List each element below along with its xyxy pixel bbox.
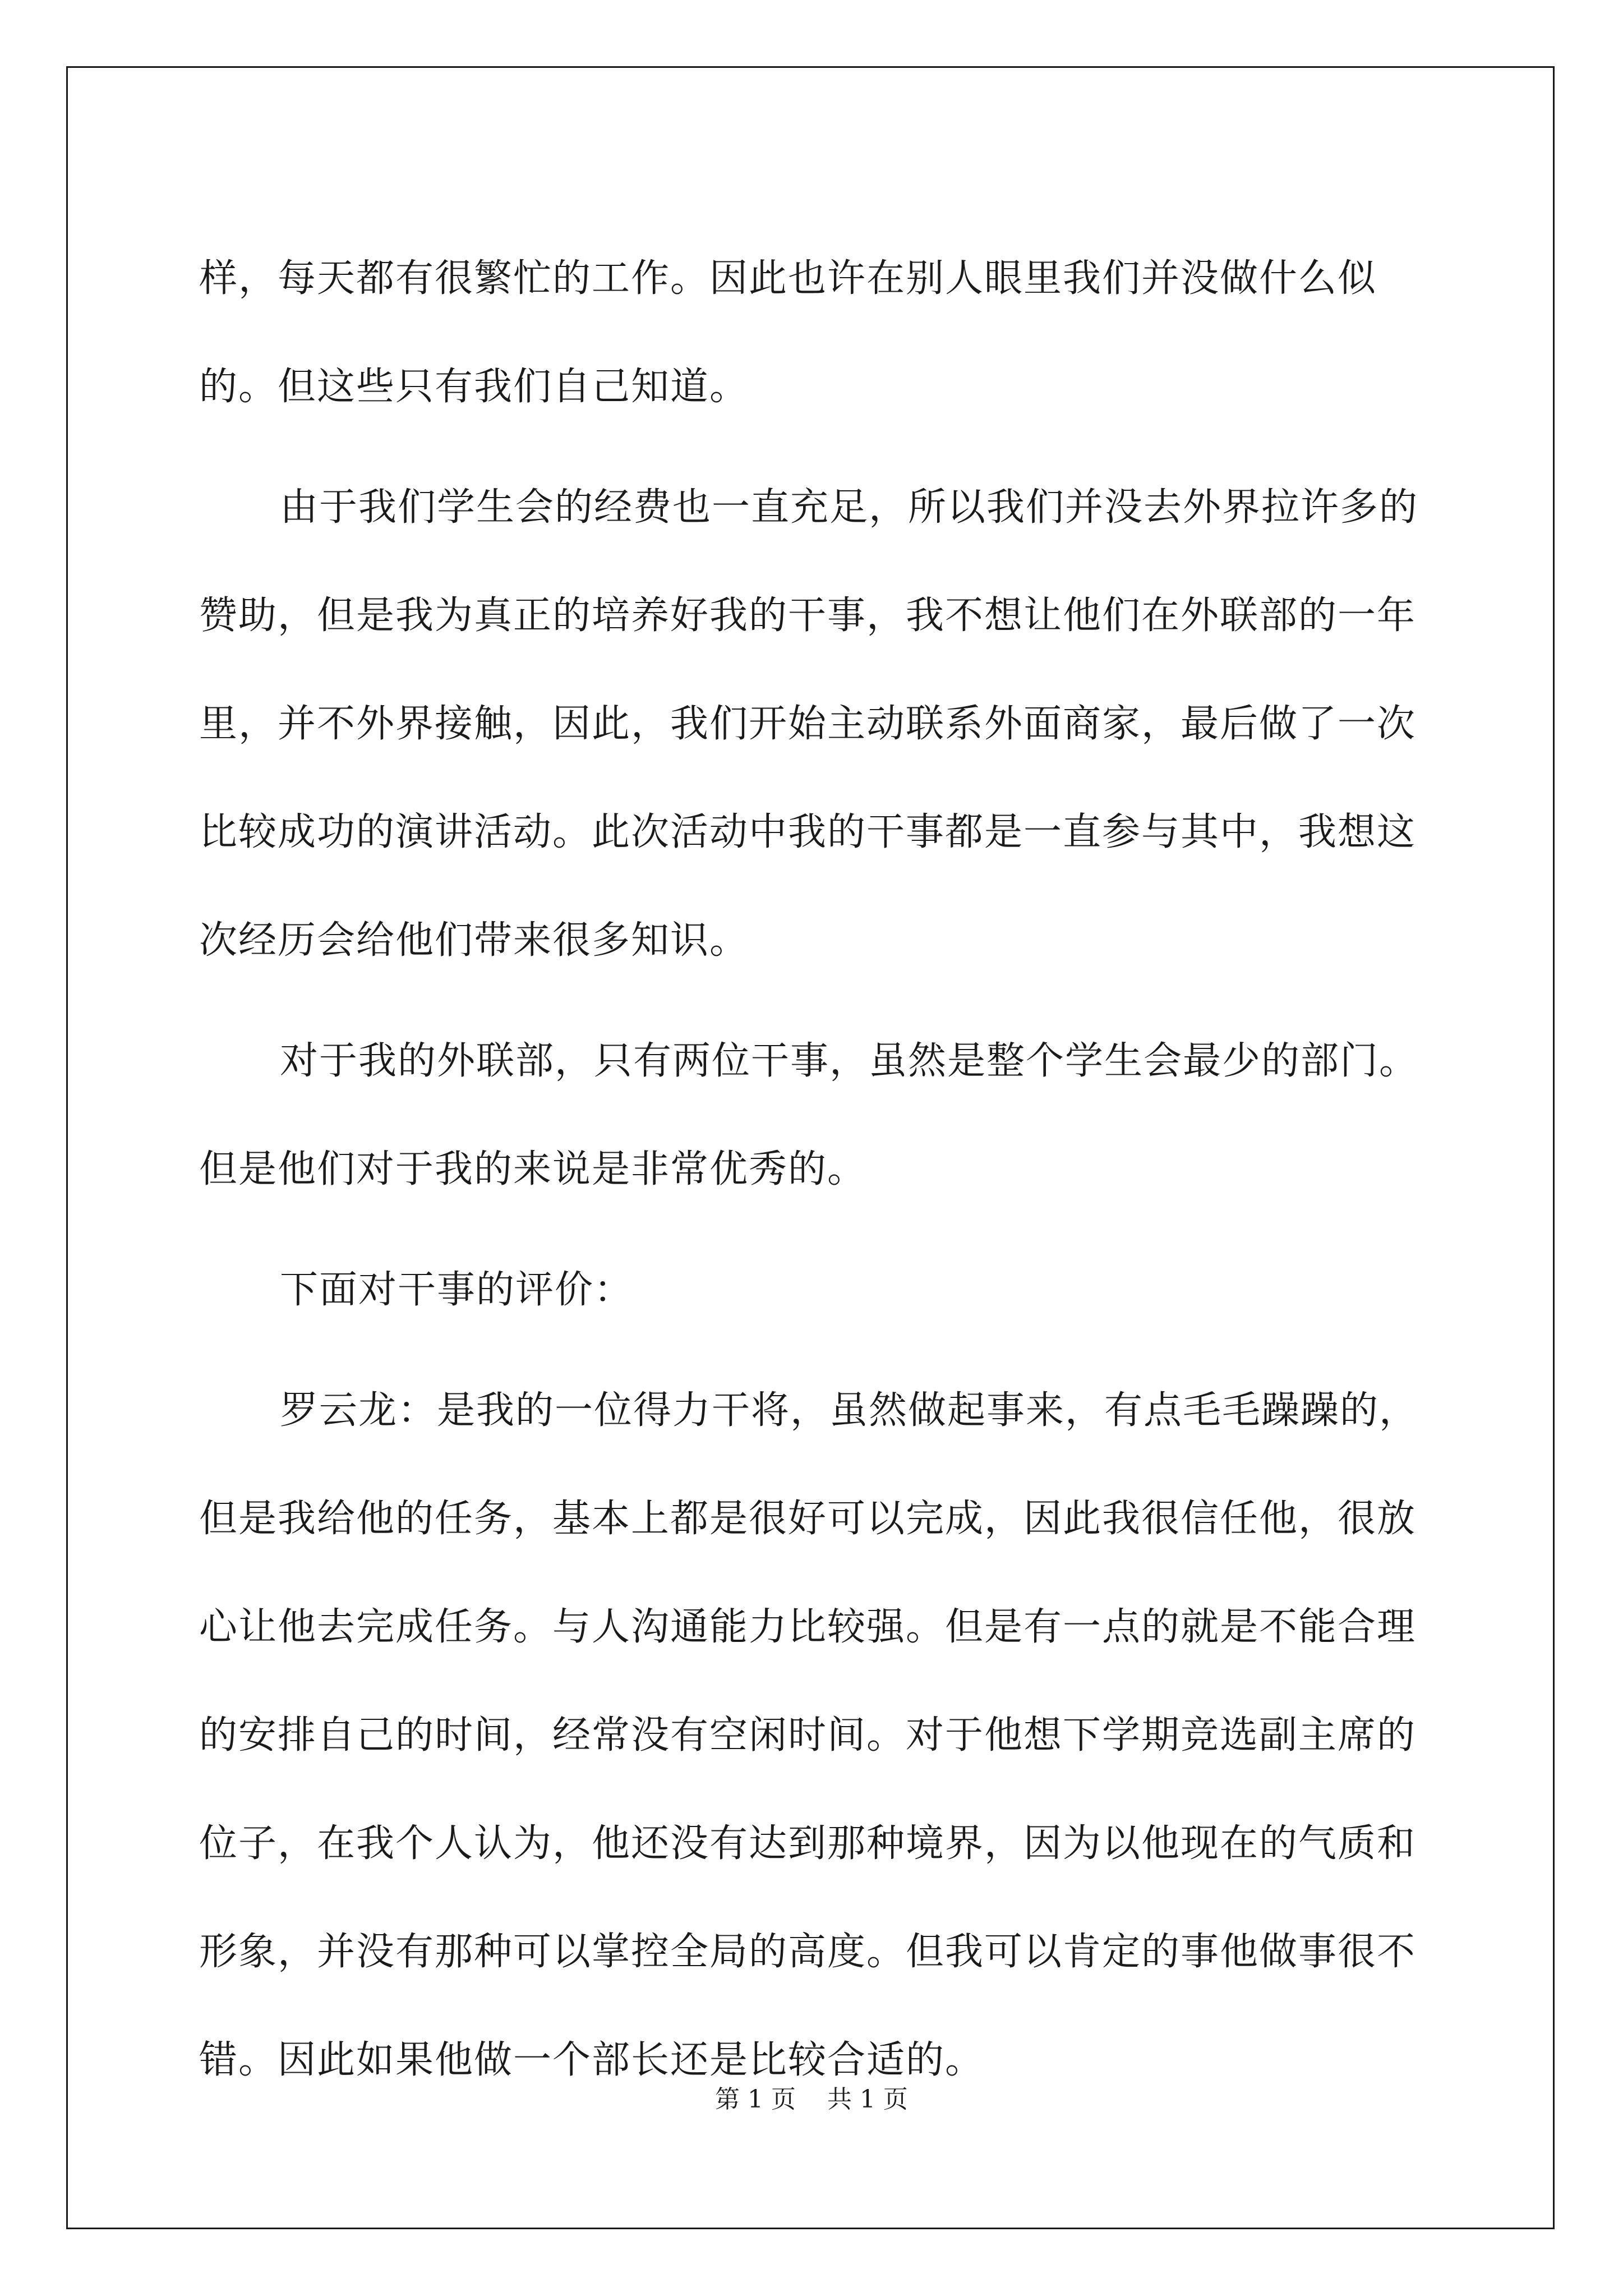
paragraph-5: 罗云龙：是我的一位得力干将，虽然做起事来，有点毛毛躁躁的，但是我给他的任务，基本上都是很好可以完成，因此我很信任他，很放心让他去完成任务。与人沟通能力比较强。但是有一点的就是不能合理的安排自己的时间，经常没有空闲时间。对于他想下学期竞选副主席的位子，在我个人认为，他还没有达到那种境界，因为以他现在的气质和形象，并没有那种可以掌控全局的高度。但我可以肯定的事他做事很不错。因此如果他做一个部长还是比较合适的。 [199,1388,1419,2082]
document-body [199,224,1427,2127]
paragraph-3: 对于我的外联部，只有两位干事，虽然是整个学生会最少的部门。但是他们对于我的来说是非常优秀的。 [199,1039,1419,1191]
page-number-footer: 第 1 页 共 1 页 [715,2085,908,2114]
paragraph-1: 样，每天都有很繁忙的工作。因此也许在别人眼里我们并没做什么似的。但这些只有我们自己知道。 [199,256,1377,409]
paragraph-4: 下面对干事的评价： [280,1268,634,1312]
paragraph-2: 由于我们学生会的经费也一直充足，所以我们并没去外界拉许多的赞助，但是我为真正的培养好我的干事，我不想让他们在外联部的一年里，并不外界接触，因此，我们开始主动联系外面商家，最后做了一次比较成功的演讲活动。此次活动中我的干事都是一直参与其中，我想这次经历会给他们带来很多知识。 [199,485,1419,963]
